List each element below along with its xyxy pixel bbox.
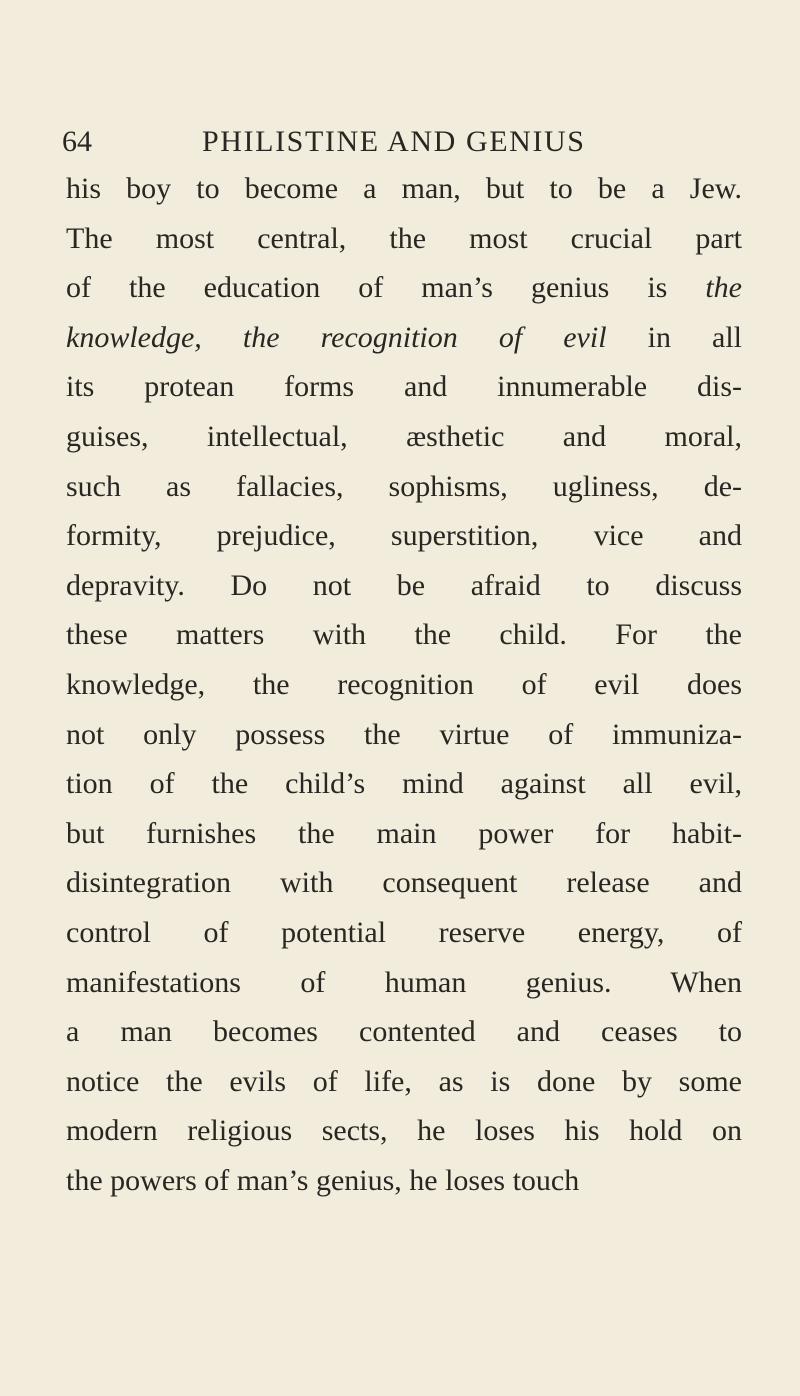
text-line: manifestations of human genius. When [66, 965, 742, 999]
text-line: depravity. Do not be afraid to discuss [66, 568, 742, 602]
running-head [62, 120, 742, 164]
text-line: guises, intellectual, æsthetic and moral, [66, 419, 742, 453]
italic-phrase: knowledge, the recognition of evil [66, 320, 607, 354]
text-line: control of potential reserve energy, of [66, 915, 742, 949]
text-line: its protean forms and innumerable dis- [66, 370, 742, 404]
text-line: formity, prejudice, superstition, vice and [66, 519, 742, 553]
text-line: such as fallacies, sophisms, ugliness, de- [66, 469, 742, 503]
text-line: a man becomes contented and ceases to [66, 1015, 742, 1049]
text-line: notice the evils of life, as is done by some [66, 1064, 742, 1098]
text-line: his boy to become a man, but to be a Jew. [66, 172, 742, 205]
text-line: knowledge, the recognition of evil in all [66, 320, 742, 354]
text-line: these matters with the child. For the [66, 618, 742, 652]
text-line: knowledge, the recognition of evil does [66, 667, 742, 701]
text-line: The most central, the most crucial part [66, 221, 742, 255]
page-number: 64 [62, 125, 92, 158]
text-line: disintegration with consequent release and [66, 866, 742, 900]
text-line: tion of the child’s mind against all evil, [66, 767, 742, 801]
running-title: PHILISTINE AND GENIUS [202, 125, 586, 158]
text-line: the powers of man’s genius, he loses touch [66, 1163, 580, 1197]
text-line: but furnishes the main power for habit- [66, 816, 742, 850]
italic-phrase: the [705, 271, 742, 305]
body-text [66, 164, 742, 1205]
text-line: modern religious sects, he loses his hold on [66, 1114, 742, 1148]
text-line: of the education of man’s genius is the [66, 271, 742, 305]
text-line: not only possess the virtue of immuniza- [66, 717, 742, 751]
